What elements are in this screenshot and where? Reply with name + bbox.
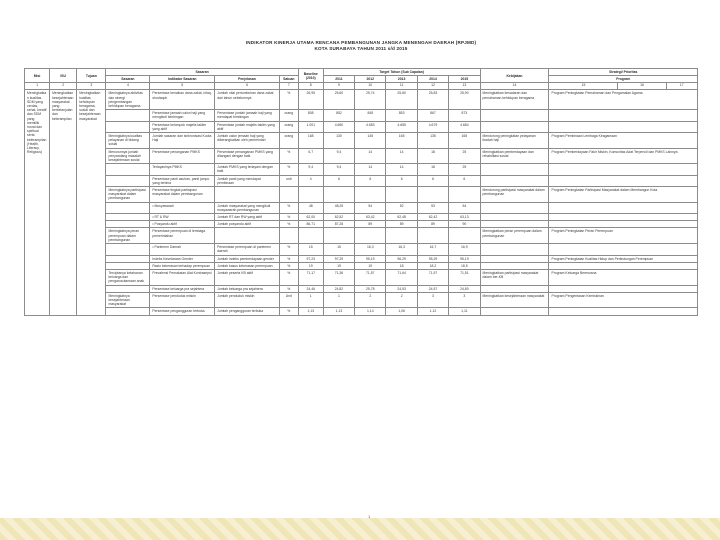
satuan-cell: % — [279, 285, 298, 292]
target-cell: 16,7 — [417, 244, 448, 255]
target-cell: 89 — [417, 221, 448, 228]
table-row — [25, 292, 698, 308]
column-number: 6 — [215, 83, 280, 90]
th-2012: 2012 — [355, 76, 386, 83]
target-cell: 130 — [323, 133, 354, 149]
kebijakan-cell — [480, 175, 549, 186]
sasaran-cell — [106, 164, 150, 175]
th-kebijakan: Kebijakan — [480, 69, 549, 83]
sasaran-cell — [106, 221, 150, 228]
kebijakan-cell: Meningkatkan kesadaran dan pemahaman kehidupan beragama — [480, 90, 549, 110]
kebijakan-cell — [480, 255, 549, 262]
baseline-cell: 86,71 — [298, 221, 323, 228]
penjelasan-cell: Jumlah posyandu aktif — [215, 221, 280, 228]
target-cell: 25,78 — [355, 285, 386, 292]
baseline-cell: 24,46 — [298, 285, 323, 292]
indikator-cell: Jumlah sasaran dan sinkronisasi Kuota Haji — [150, 133, 215, 149]
target-cell: 1,11 — [449, 308, 480, 315]
sasaran-cell: Meningkatnya peran perempuan dalam pembangunan — [106, 228, 150, 244]
target-cell: 4.679 — [417, 121, 448, 132]
indikator-cell: Persentase kenaikan dana zakat, infaq, shodaqoh — [150, 90, 215, 110]
column-number: 13 — [449, 83, 480, 90]
satuan-cell: % — [279, 262, 298, 269]
sasaran-cell — [106, 121, 150, 132]
satuan-cell: % — [279, 202, 298, 213]
kebijakan-cell — [480, 110, 549, 121]
penjelasan-cell: Persentase perempuan di parlemen daerah — [215, 244, 280, 255]
target-cell: 845 — [355, 110, 386, 121]
column-number: 2 — [50, 83, 77, 90]
sasaran-cell — [106, 244, 150, 255]
kebijakan-cell — [480, 202, 549, 213]
column-number: 7 — [279, 83, 298, 90]
target-cell: 24,57 — [417, 285, 448, 292]
target-cell: 71,57 — [417, 269, 448, 285]
target-cell: 95,29 — [417, 255, 448, 262]
target-cell: 2 — [355, 292, 386, 308]
target-cell: 89 — [355, 221, 386, 228]
target-cell: 4.684 — [449, 121, 480, 132]
column-number: 1 — [25, 83, 50, 90]
column-number: 10 — [355, 83, 386, 90]
program-cell: Program Peningkatan Pemahaman dan Pengamalan Agama — [549, 90, 698, 110]
target-cell: 18,2 — [417, 262, 448, 269]
penjelasan-cell: Jumlah keluarga pra sejahtera — [215, 285, 280, 292]
sasaran-cell — [106, 175, 150, 186]
th-target-group: Target Tahun (Sub Capaian) — [323, 69, 480, 76]
table-row — [25, 285, 698, 292]
target-cell: 53 — [417, 202, 448, 213]
target-cell: 1,14 — [355, 308, 386, 315]
sasaran-cell — [106, 285, 150, 292]
target-cell — [386, 187, 417, 203]
baseline-cell: 48 — [298, 202, 323, 213]
indikator-cell: Persentase tingkat partisipasi masyarakat dalam pembangunan — [150, 187, 215, 203]
target-cell — [449, 228, 480, 244]
baseline-cell: 19 — [298, 262, 323, 269]
indikator-cell: Persentase perempuan di lembaga pemerintahan — [150, 228, 215, 244]
penjelasan-cell: Jumlah PMKS yang terlayani dengan baik — [215, 164, 280, 175]
table-row — [25, 269, 698, 285]
penjelasan-cell: Jumlah panti yang mendapat pembinaan — [215, 175, 280, 186]
target-cell: 14 — [355, 148, 386, 164]
sasaran-cell — [106, 308, 150, 315]
target-cell: 18,5 — [449, 262, 480, 269]
th-2011: 2011 — [323, 76, 354, 83]
program-cell: Program Peningkatan Peran Perempuan — [549, 228, 698, 244]
target-cell: 24,53 — [386, 285, 417, 292]
table-body — [25, 90, 698, 315]
column-number: 4 — [106, 83, 150, 90]
target-cell: 87,28 — [323, 221, 354, 228]
indikator-cell: • RT & RW — [150, 214, 215, 221]
table-row — [25, 90, 698, 110]
program-cell — [549, 262, 698, 269]
kebijakan-cell — [480, 221, 549, 228]
kebijakan-cell: Meningkatkan peran perempuan dalam pembangunan — [480, 228, 549, 244]
indikator-cell: Terlayaninya PMKS — [150, 164, 215, 175]
column-number: 16 — [618, 83, 666, 90]
target-cell — [323, 228, 354, 244]
penjelasan-cell: Jumlah indeks pemberdayaan gender — [215, 255, 280, 262]
header-row-1 — [25, 69, 698, 76]
sasaran-cell: Terciptanya ketahanan keluarga dan pengarusutamaan anak — [106, 269, 150, 285]
kebijakan-cell: Mendorong peningkatan pelayanan ibadah haji — [480, 133, 549, 149]
program-cell: Program Peningkatan Partisipasi Masyarakat dalam Membangun Kota — [549, 187, 698, 203]
kebijakan-cell: Meningkatkan kesejahteraan masyarakat — [480, 292, 549, 308]
target-cell: 97,29 — [323, 255, 354, 262]
program-cell: Program Pengentasan Kemiskinan — [549, 292, 698, 308]
column-number: 3 — [77, 83, 106, 90]
target-cell: 71,36 — [323, 269, 354, 285]
program-cell — [549, 285, 698, 292]
column-number: 15 — [549, 83, 618, 90]
th-sasaran: Sasaran — [106, 76, 150, 83]
sasaran-cell: Meningkatnya aktivitas dan sinergi pengembangan kehidupan beragama — [106, 90, 150, 110]
target-cell — [355, 228, 386, 244]
indikator-cell: Persentase kelompok majelis taklim yang aktif — [150, 121, 215, 132]
satuan-cell: % — [279, 269, 298, 285]
target-cell: 15 — [323, 244, 354, 255]
table-row — [25, 110, 698, 121]
sasaran-cell — [106, 110, 150, 121]
target-cell: 54 — [355, 202, 386, 213]
bottom-decor-strip — [0, 518, 720, 540]
indikator-cell: Persentase pengangguran terbuka — [150, 308, 215, 315]
target-cell: 19 — [355, 262, 386, 269]
target-cell: 1 — [323, 292, 354, 308]
kebijakan-cell: Meningkatkan partisipasi masyarakat dalam ber-KB — [480, 269, 549, 285]
indikator-cell: • Parlemen Daerah — [150, 244, 215, 255]
indikator-cell: Persentase keluarga pra sejahtera — [150, 285, 215, 292]
target-cell — [417, 228, 448, 244]
target-cell: 4.650 — [323, 121, 354, 132]
satuan-cell: % — [279, 214, 298, 221]
th-program: Program — [549, 76, 698, 83]
table-row — [25, 228, 698, 244]
penjelasan-cell: Jumlah calon jemaah haji yang diberangkatkan oleh pemerintah — [215, 133, 280, 149]
baseline-cell: 26,95 — [298, 90, 323, 110]
program-cell — [549, 308, 698, 315]
kebijakan-cell — [480, 164, 549, 175]
target-cell: 25,74 — [355, 90, 386, 110]
th-indikator: Indikator Sasaran — [150, 76, 215, 83]
target-cell: 1,13 — [323, 308, 354, 315]
target-cell: 90 — [449, 221, 480, 228]
tujuan-cell: Meningkatkan kualitas kehidupan beragama, sosial dan kesejahteraan masyarakat — [77, 90, 106, 315]
table-row — [25, 148, 698, 164]
column-number: 14 — [480, 83, 549, 90]
column-number: 12 — [417, 83, 448, 90]
target-cell — [323, 187, 354, 203]
penjelasan-cell — [215, 187, 280, 203]
target-cell: 89 — [386, 221, 417, 228]
table-row — [25, 175, 698, 186]
th-isu: ISU — [50, 69, 77, 83]
target-cell: 25,83 — [417, 90, 448, 110]
target-cell: 25,60 — [323, 90, 354, 110]
table-row — [25, 121, 698, 132]
penjelasan-cell: Persentase penanganan PMKS yang ditangani dengan baik — [215, 148, 280, 164]
target-cell: 4.653 — [355, 121, 386, 132]
target-cell: 6 — [417, 175, 448, 186]
sasaran-cell: Menurunnya jumlah penyandang masalah kesejahteraan sosial — [106, 148, 150, 164]
sasaran-cell: Meningkatnya partisipasi masyarakat dalam pembangunan — [106, 187, 150, 203]
baseline-cell: 71,17 — [298, 269, 323, 285]
baseline-cell: 6,7 — [298, 148, 323, 164]
indikator-cell: Persentase panti asuhan, panti jompo yang terbina — [150, 175, 215, 186]
table-row — [25, 255, 698, 262]
satuan-cell — [279, 228, 298, 244]
satuan-cell: Unit — [279, 292, 298, 308]
sasaran-cell — [106, 262, 150, 269]
target-cell: 18 — [417, 164, 448, 175]
table-row — [25, 133, 698, 149]
target-cell: 1,12 — [417, 308, 448, 315]
target-cell: 873 — [449, 110, 480, 121]
satuan-cell: % — [279, 221, 298, 228]
target-cell: 24,80 — [449, 285, 480, 292]
satuan-cell: % — [279, 148, 298, 164]
target-cell: 71,57 — [355, 269, 386, 285]
table-row — [25, 244, 698, 255]
target-cell: 6 — [386, 175, 417, 186]
kebijakan-cell — [480, 262, 549, 269]
table-row — [25, 262, 698, 269]
target-cell: 2 — [386, 292, 417, 308]
title-line-2: KOTA SURABAYA TAHUN 2011 s/d 2015 — [314, 46, 408, 51]
target-cell: 62,52 — [323, 214, 354, 221]
target-cell: 18 — [417, 148, 448, 164]
target-cell: 54 — [449, 202, 480, 213]
program-cell — [549, 164, 698, 175]
table-row — [25, 214, 698, 221]
satuan-cell: % — [279, 164, 298, 175]
satuan-cell: unit — [279, 175, 298, 186]
baseline-cell: 1,13 — [298, 308, 323, 315]
program-cell: Program Pemberdayaan Fakir Miskin, Komunitas Adat Terpencil dan PMKS Lainnya — [549, 148, 698, 164]
rpjmd-table — [24, 68, 698, 316]
target-cell: 95,19 — [449, 255, 480, 262]
column-number: 17 — [666, 83, 698, 90]
target-cell: 165 — [386, 133, 417, 149]
sasaran-cell — [106, 202, 150, 213]
indikator-cell: Rasio kekerasan terhadap perempuan — [150, 262, 215, 269]
target-cell: 16,3 — [355, 244, 386, 255]
column-number: 5 — [150, 83, 215, 90]
th-penjelasan: Penjelasan — [215, 76, 280, 83]
misi-cell: Meningkatkan kualitas SDM yang cerdas, sehat, kreatif dan SDM yang memiliki moral dan spiritual serta keterampilan (Health, Literacy, Religious) — [25, 90, 50, 315]
target-cell: 52 — [386, 202, 417, 213]
program-cell — [549, 214, 698, 221]
indikator-cell: Prevalensi Pemakaian Alat Kontrasepsi — [150, 269, 215, 285]
th-baseline: Baseline (2010) — [298, 69, 323, 83]
program-cell — [549, 221, 698, 228]
target-cell: 145 — [355, 133, 386, 149]
target-cell: 9,4 — [323, 148, 354, 164]
kebijakan-cell: Meningkatkan pemberdayaan dan rehabilitasi sosial — [480, 148, 549, 164]
target-cell: 95,19 — [355, 255, 386, 262]
column-number: 11 — [386, 83, 417, 90]
table-row — [25, 202, 698, 213]
penjelasan-cell: Jumlah penduduk miskin — [215, 292, 280, 308]
program-cell — [549, 244, 698, 255]
target-cell: 16,3 — [386, 244, 417, 255]
program-cell: Program Peningkatan Kualitas Hidup dan Perlindungan Perempuan — [549, 255, 698, 262]
target-cell: 853 — [386, 110, 417, 121]
header-row-2 — [25, 76, 698, 83]
target-cell: 19 — [323, 262, 354, 269]
target-cell — [386, 228, 417, 244]
th-misi: Misi — [25, 69, 50, 83]
target-cell: 24,82 — [323, 285, 354, 292]
column-number: 8 — [298, 83, 323, 90]
target-cell: 867 — [417, 110, 448, 121]
target-cell: 16,9 — [449, 244, 480, 255]
target-cell: 25 — [449, 164, 480, 175]
sasaran-cell: Meningkatnya kesejahteraan masyarakat — [106, 292, 150, 308]
satuan-cell: % — [279, 244, 298, 255]
document-title — [24, 40, 698, 52]
sasaran-cell: Meningkatnya kualitas pelayanan di bidang sosial — [106, 133, 150, 149]
kebijakan-cell — [480, 244, 549, 255]
kebijakan-cell — [480, 214, 549, 221]
target-cell: 3 — [449, 292, 480, 308]
target-cell: 6 — [323, 175, 354, 186]
target-cell: 4.655 — [386, 121, 417, 132]
penjelasan-cell: Jumlah masyarakat yang mengikuti musyawarah pembangunan — [215, 202, 280, 213]
baseline-cell: 15 — [298, 244, 323, 255]
th-satuan: Satuan — [279, 76, 298, 83]
satuan-cell: orang — [279, 121, 298, 132]
sasaran-cell — [106, 255, 150, 262]
baseline-cell: 1 — [298, 292, 323, 308]
baseline-cell — [298, 187, 323, 203]
title-line-1: INDIKATOR KINERJA UTAMA RENCANA PEMBANGUNAN JANGKA MENENGAH DAERAH (RPJMD) — [245, 40, 477, 45]
isu-cell: Meningkatkan kesejahteraan masyarakat yang berkelanjutan dan keterampilan — [50, 90, 77, 315]
program-cell: Program Keluarga Berencana — [549, 269, 698, 285]
indikator-cell: Persentase penanganan PMKS — [150, 148, 215, 164]
target-cell: 96,29 — [386, 255, 417, 262]
satuan-cell: orang — [279, 110, 298, 121]
th-tujuan: Tujuan — [77, 69, 106, 83]
penjelasan-cell: Persentase jumlah majelis taklim yang aktif — [215, 121, 280, 132]
column-number-row — [25, 83, 698, 90]
indikator-cell: Persentase jamaah calon haji yang mengikuti bimbingan — [150, 110, 215, 121]
target-cell: 14 — [355, 164, 386, 175]
target-cell — [449, 187, 480, 203]
program-cell — [549, 202, 698, 213]
target-cell: 3 — [417, 292, 448, 308]
target-cell: 62,42 — [417, 214, 448, 221]
baseline-cell: 97,23 — [298, 255, 323, 262]
th-2015: 2015 — [449, 76, 480, 83]
penjelasan-cell: Jumlah kasus kekerasan perempuan — [215, 262, 280, 269]
target-cell: 25 — [449, 148, 480, 164]
program-cell: Program Pembinaan Lembaga Keagamaan — [549, 133, 698, 149]
th-sasaran-group: Sasaran — [106, 69, 298, 76]
satuan-cell: % — [279, 90, 298, 110]
kebijakan-cell: Mendorong partisipasi masyarakat dalam pembangunan — [480, 187, 549, 203]
target-cell: 18 — [386, 262, 417, 269]
program-cell — [549, 121, 698, 132]
target-cell: 9,4 — [323, 164, 354, 175]
target-cell: 71,51 — [449, 269, 480, 285]
document-sheet — [24, 40, 698, 518]
table-row — [25, 164, 698, 175]
target-cell — [417, 187, 448, 203]
indikator-cell: Indeks Kesetaraan Gender — [150, 255, 215, 262]
column-number: 9 — [323, 83, 354, 90]
sasaran-cell — [106, 214, 150, 221]
target-cell: 63,13 — [449, 214, 480, 221]
target-cell: 63,42 — [355, 214, 386, 221]
satuan-cell: % — [279, 255, 298, 262]
target-cell — [355, 187, 386, 203]
indikator-cell: • Posyandu aktif — [150, 221, 215, 228]
table-row — [25, 187, 698, 203]
satuan-cell — [279, 187, 298, 203]
table-row — [25, 308, 698, 315]
penjelasan-cell: Persentase jumlah jamaah haji yang mendapat bimbingan — [215, 110, 280, 121]
kebijakan-cell — [480, 121, 549, 132]
target-cell: 135 — [417, 133, 448, 149]
th-2013: 2013 — [386, 76, 417, 83]
baseline-cell: 168 — [298, 133, 323, 149]
target-cell: 6 — [355, 175, 386, 186]
baseline-cell: 808 — [298, 110, 323, 121]
target-cell: 71,64 — [386, 269, 417, 285]
target-cell: 165 — [449, 133, 480, 149]
baseline-cell — [298, 228, 323, 244]
penjelasan-cell: Jumlah pengangguran terbuka — [215, 308, 280, 315]
baseline-cell: 9,4 — [298, 164, 323, 175]
target-cell: 48,25 — [323, 202, 354, 213]
baseline-cell: 4 — [298, 175, 323, 186]
program-cell — [549, 110, 698, 121]
penjelasan-cell: Jumlah RT dan RW yang aktif — [215, 214, 280, 221]
th-program-group: Strategi/ Prioritas — [549, 69, 698, 76]
target-cell: 25,90 — [449, 90, 480, 110]
target-cell: 6 — [449, 175, 480, 186]
target-cell: 852 — [323, 110, 354, 121]
target-cell: 14 — [386, 164, 417, 175]
indikator-cell: • Musyawarah — [150, 202, 215, 213]
th-2014: 2014 — [417, 76, 448, 83]
kebijakan-cell — [480, 308, 549, 315]
penjelasan-cell — [215, 228, 280, 244]
page-number: 1 — [368, 514, 371, 519]
kebijakan-cell — [480, 285, 549, 292]
table-row — [25, 221, 698, 228]
target-cell: 1,06 — [386, 308, 417, 315]
penjelasan-cell: Jumlah nilai pertumbuhan dana zakat dari tahun sebelumnya — [215, 90, 280, 110]
target-cell: 62,48 — [386, 214, 417, 221]
penjelasan-cell: Jumlah peserta KB aktif — [215, 269, 280, 285]
baseline-cell: 62,00 — [298, 214, 323, 221]
program-cell — [549, 175, 698, 186]
indikator-cell: Persentase penduduk miskin — [150, 292, 215, 308]
satuan-cell: orang — [279, 133, 298, 149]
target-cell: 25,80 — [386, 90, 417, 110]
baseline-cell: 1.001 — [298, 121, 323, 132]
target-cell: 14 — [386, 148, 417, 164]
satuan-cell: % — [279, 308, 298, 315]
